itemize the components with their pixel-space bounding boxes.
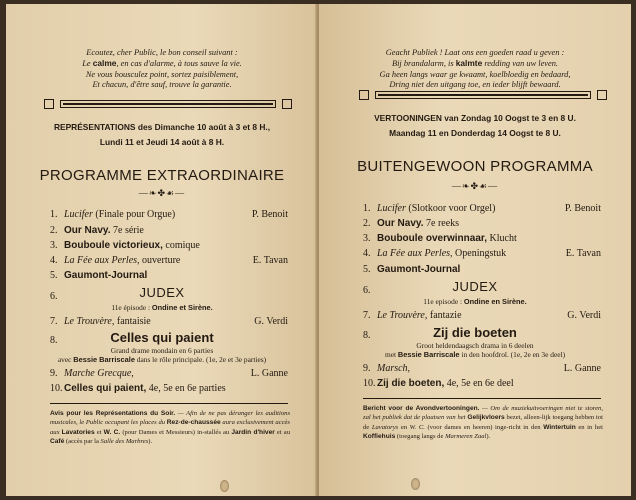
program-title: PROGRAMME EXTRAORDINAIRE — [39, 167, 285, 184]
program-item-8: 8. — [363, 330, 371, 341]
program-item-2: 2. Our Navy. 7e reeks — [363, 218, 460, 229]
program-item-7: 7. Le Trouvère, fantaisie G. Verdi — [50, 316, 288, 327]
separator — [50, 403, 288, 404]
schedule-line-1: VERTOONINGEN van Zondag 10 Oogst te 3 en 8 U. — [374, 113, 576, 123]
schedule-line-1: REPRÉSENTATIONS des Dimanche 10 août à 3 et 8 H., — [53, 122, 271, 132]
staple-hole — [220, 480, 229, 492]
program-item-4: 4. La Fée aux Perles, ouverture E. Tavan — [50, 255, 288, 266]
feature-cast: avec Bessie Barriscale dans le rôle principale. (1e, 2e et 3e parties) — [57, 355, 267, 364]
feature-subtitle: Grand drame mondain en 6 parties — [110, 346, 214, 355]
program-item-10: 10. Zij die boeten, 4e, 5e en 6e deel — [363, 378, 514, 389]
decorative-rule — [44, 99, 292, 111]
decorative-rule — [359, 90, 607, 102]
schedule-line-2: Lundi 11 et Jeudi 14 août à 8 H. — [99, 137, 225, 147]
program-item-4: 4. La Fée aux Perles, Openingstuk E. Tavan — [363, 248, 601, 259]
judex-episode: 11e épisode : Ondine et Sirène. — [111, 303, 213, 312]
safety-motto: Ecoutez, cher Public, le bon conseil suivant : Le calme, en cas d'alarme, à tous sauve la vie. Ne vous bousculez point, sortez paisiblement, Et chacun, d'être sauf, trouve la garantie. — [82, 48, 242, 90]
program-item-2: 2. Our Navy. 7e série — [50, 225, 144, 236]
judex-title: JUDEX — [139, 285, 185, 300]
schedule-line-2: Maandag 11 en Donderdag 14 Oogst te 8 U. — [389, 128, 561, 138]
program-item-3: 3. Bouboule victorieux, comique — [50, 240, 200, 251]
judex-title: JUDEX — [452, 279, 498, 294]
judex-episode: 11e episode : Ondine en Sirène. — [423, 297, 527, 306]
feature-subtitle: Groot heldendaagsch drama in 6 deelen — [416, 341, 534, 350]
staple-hole — [411, 478, 420, 490]
safety-motto: Geacht Publiek ! Laat ons een goeden raad u geven : Bij brandalarm, is kalmte redding van uw leven. Ga heen langs waar ge kwaamt, koelbloedig en bedaard, Dring niet den uitgang toe, en ieder blijft bewaard. — [379, 48, 571, 90]
feature-cast: met Bessie Barriscale in den hoofdrol. (1e, 2e en 3e deel) — [384, 350, 566, 359]
evening-notice: Avis pour les Représentations du Soir. — Afin de ne pas déranger les auditions musicales, le Public occupant les places du Rez-de-chaussée aura exclusivement accès aux Lavatories et W. C. (pour Dames et Messieurs) in-stallés au Jardin d'hiver et au Café (accès par la Salle des Marbres). — [50, 410, 291, 446]
left-page-french — [6, 4, 318, 496]
ornament: —❧✤☙— — [451, 181, 499, 191]
program-item-1: 1. Lucifer (Slotkoor voor Orgel) P. Benoit — [363, 203, 601, 214]
separator — [363, 398, 601, 399]
feature-title: Celles qui paient — [110, 330, 214, 345]
feature-title: Zij die boeten — [433, 325, 517, 340]
program-item-10: 10. Celles qui paient, 4e, 5e en 6e parties — [50, 383, 226, 394]
program-item-6: 6. — [363, 285, 371, 296]
right-page-dutch — [319, 4, 631, 496]
program-item-7: 7. Le Trouvère, fantazie G. Verdi — [363, 310, 601, 321]
program-item-9: 9. Marsch, L. Ganne — [363, 363, 601, 374]
ornament: —❧✤☙— — [138, 188, 186, 198]
evening-notice: Bericht voor de Avondvertooningen. — Om de muziekuitvoeringen niet te storen, zal het publiek dat de plaatsen van het Gelijkvloers bezet, alleen-lijk toegang hebben tot de Lavatorys en W. C. (voor dames en heeren) inge-richt in den Wintertuin en in het Koffiehuis (toegang langs de Marmeren Zaal). — [363, 405, 603, 441]
program-item-5: 5. Gaumont-Journal — [50, 270, 148, 281]
program-item-6: 6. — [50, 291, 58, 302]
program-item-5: 5. Gaumont-Journal — [363, 264, 461, 275]
program-spread — [6, 4, 631, 496]
program-item-8: 8. — [50, 335, 58, 346]
program-item-1: 1. Lucifer (Finale pour Orgue) P. Benoit — [50, 209, 288, 220]
program-item-3: 3. Bouboule overwinnaar, Klucht — [363, 233, 517, 244]
program-item-9: 9. Marche Grecque, L. Ganne — [50, 368, 288, 379]
program-title: BUITENGEWOON PROGRAMMA — [357, 158, 593, 175]
